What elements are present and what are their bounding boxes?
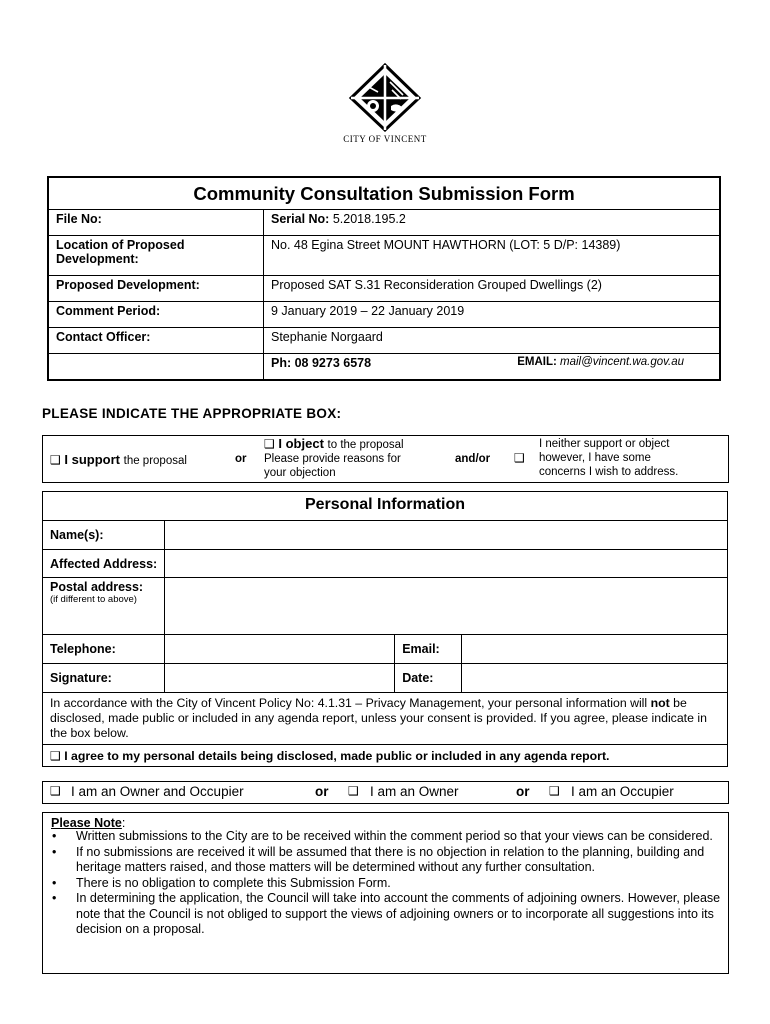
privacy-not: not <box>650 696 670 710</box>
serial-value: 5.2018.195.2 <box>332 212 406 226</box>
privacy-text <box>43 693 728 745</box>
consent-checkbox-icon[interactable]: ❑ <box>50 748 61 763</box>
personal-info-table <box>42 491 728 767</box>
support-bold: I support <box>64 452 120 467</box>
org-name: CITY OF VINCENT <box>343 134 427 144</box>
andor-label: and/or <box>455 453 491 465</box>
neither-option <box>539 437 678 479</box>
postal-address-label-cell <box>43 578 165 635</box>
phone-text: Ph: 08 9273 6578 <box>271 356 372 370</box>
postal-note: (if different to above) <box>50 594 137 605</box>
postal-address-field[interactable] <box>165 578 728 635</box>
ownership-box <box>42 781 729 804</box>
location-label: Location of Proposed Development: <box>48 236 264 276</box>
date-field[interactable] <box>462 664 728 693</box>
note-heading <box>51 816 125 830</box>
file-no-label: File No: <box>48 210 264 236</box>
note-item: • If no submissions are received it will be assumed that there is no objection in relation to the planning, building and heritage matters raised, and those matters will be determined without any further consultation. <box>76 845 726 876</box>
names-field[interactable] <box>165 521 728 550</box>
serial-label: Serial No: <box>271 212 330 226</box>
privacy-part1: In accordance with the City of Vincent Policy No: 4.1.31 – Privacy Management, your personal information will <box>50 696 648 710</box>
note-list <box>51 829 726 938</box>
indicate-box <box>42 435 729 483</box>
indicate-title: PLEASE INDICATE THE APPROPRIATE BOX: <box>42 406 342 421</box>
object-line2: Please provide reasons for <box>264 453 401 465</box>
object-bold: I object <box>278 436 324 451</box>
note-box <box>42 812 729 974</box>
city-of-vincent-logo <box>345 62 425 132</box>
support-rest: the proposal <box>123 455 187 467</box>
note-colon: : <box>121 816 126 830</box>
object-rest: to the proposal <box>327 439 404 451</box>
personal-title: Personal Information <box>43 492 728 521</box>
email-label-personal: Email: <box>395 635 462 664</box>
neither-checkbox-icon[interactable]: ❑ <box>514 451 525 465</box>
signature-field[interactable] <box>165 664 395 693</box>
officer-label: Contact Officer: <box>48 328 264 354</box>
consent-row[interactable] <box>43 745 728 767</box>
note-item: • In determining the application, the Council will take into account the comments of adjoining owners. However, please note that the Council is not obliged to support the views of adjoining owners or to incorporate all suggestions into its decision on a proposal. <box>76 891 726 938</box>
neither-line1: I neither support or object <box>539 438 670 450</box>
serial-cell <box>264 210 721 236</box>
or-2: or <box>315 784 329 799</box>
owner-occupier-label: I am an Owner and Occupier <box>71 784 244 799</box>
consent-text: I agree to my personal details being disclosed, made public or included in any agenda report. <box>64 748 610 763</box>
contact-cell <box>264 354 721 380</box>
support-option[interactable] <box>50 452 187 467</box>
support-checkbox-icon[interactable]: ❑ <box>50 453 61 467</box>
affected-address-label: Affected Address: <box>43 550 165 578</box>
period-value: 9 January 2019 – 22 January 2019 <box>264 302 721 328</box>
object-option[interactable] <box>264 437 404 480</box>
neither-line2: however, I have some <box>539 452 651 464</box>
object-line3: your objection <box>264 467 336 479</box>
date-label: Date: <box>395 664 462 693</box>
note-item: • Written submissions to the City are to be received within the comment period so that your views can be considered. <box>76 829 726 845</box>
or-3: or <box>516 784 530 799</box>
occupier-checkbox-icon[interactable]: ❑ <box>549 784 560 798</box>
location-value: No. 48 Egina Street MOUNT HAWTHORN (LOT: 5 D/P: 14389) <box>264 236 721 276</box>
or-1: or <box>235 453 247 465</box>
owner-label: I am an Owner <box>370 784 459 799</box>
period-label: Comment Period: <box>48 302 264 328</box>
affected-address-field[interactable] <box>165 550 728 578</box>
proposed-label: Proposed Development: <box>48 276 264 302</box>
object-checkbox-icon[interactable]: ❑ <box>264 437 275 451</box>
signature-label: Signature: <box>43 664 165 693</box>
note-item: • There is no obligation to complete this Submission Form. <box>76 876 726 892</box>
email-label: EMAIL: <box>517 356 557 368</box>
details-table <box>47 176 721 381</box>
email-value: mail@vincent.wa.gov.au <box>560 356 684 368</box>
email-field[interactable] <box>462 635 728 664</box>
telephone-field[interactable] <box>165 635 395 664</box>
names-label: Name(s): <box>43 521 165 550</box>
telephone-label: Telephone: <box>43 635 165 664</box>
owner-checkbox-icon[interactable]: ❑ <box>348 784 359 798</box>
owner-occupier-checkbox-icon[interactable]: ❑ <box>50 784 61 798</box>
neither-line3: concerns I wish to address. <box>539 466 679 478</box>
empty-cell <box>48 354 264 380</box>
occupier-label: I am an Occupier <box>571 784 674 799</box>
proposed-value: Proposed SAT S.31 Reconsideration Grouped Dwellings (2) <box>264 276 721 302</box>
officer-value: Stephanie Norgaard <box>264 328 721 354</box>
form-title: Community Consultation Submission Form <box>48 177 720 210</box>
note-title: Please Note <box>51 816 122 830</box>
postal-label: Postal address: <box>50 580 144 594</box>
privacy-part2: be disclosed, made public or included in any agenda report, unless your consent is provided. If you agree, please indicate in the box below. <box>50 696 707 740</box>
